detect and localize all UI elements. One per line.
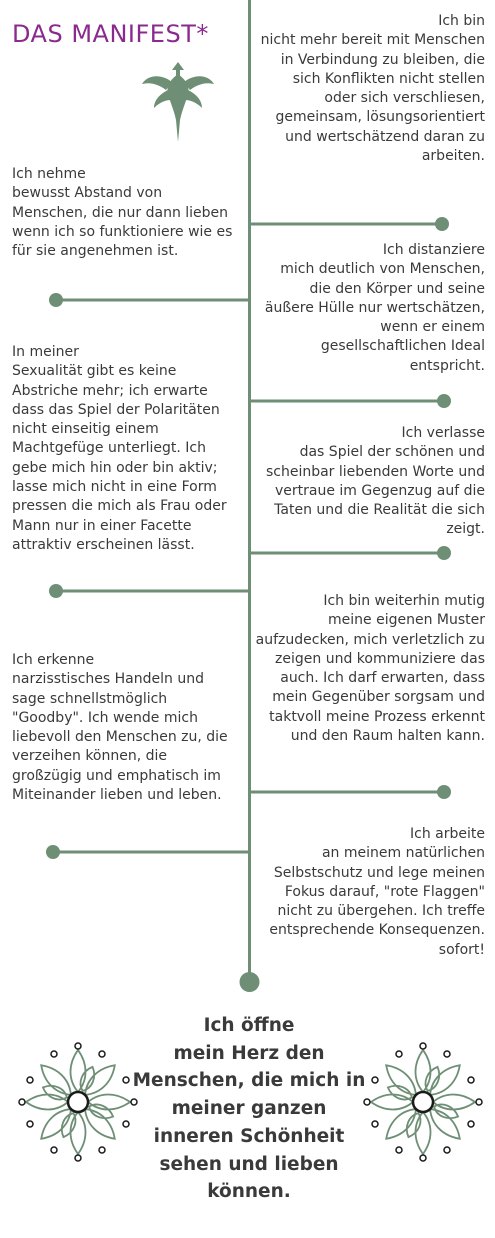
statement-left-2: In meiner Sexualität gibt es keine Abstriche mehr; ich erwarte dass das Spiel der Polaritäten nicht einseitig einem Machtgefüge unterliegt. Ich gebe mich hin oder bin aktiv; lasse mich nicht in eine Form pressen die mich als Frau oder Mann nur in einer Facette attraktiv erscheinen lässt. <box>12 344 227 553</box>
timeline-dot <box>49 584 63 598</box>
statement-right-3: Ich verlasse das Spiel der schönen und scheinbar liebenden Worte und vertraue im Gegenzug auf die Taten und die Realität die sich zeigt. <box>265 425 485 538</box>
timeline-dot <box>437 785 451 799</box>
timeline-end-dot <box>240 972 260 992</box>
statement-right-1: Ich bin nicht mehr bereit mit Menschen in Verbindung zu bleiben, die sich Konflikten nicht stellen oder sich verschliesen, gemeinsam, lösungsorientiert und wertschätzend daran zu arbeiten. <box>260 13 485 165</box>
timeline-dot <box>49 293 63 307</box>
page-title: DAS MANIFEST* <box>12 20 209 48</box>
timeline-dot <box>46 845 60 859</box>
lotus-mandala-icon <box>363 1042 483 1162</box>
statement-right-5: Ich arbeite an meinem natürlichen Selbstschutz und lege meinen Fokus darauf, "rote Flaggen" nicht zu übergehen. Ich treffe entsprechende Konsequenzen. sofort! <box>269 826 485 958</box>
timeline-dot <box>437 394 451 408</box>
timeline-dot <box>437 546 451 560</box>
statement-left-1: Ich nehme bewusst Abstand von Menschen, die nur dann lieben wenn ich so funktioniere wie es für sie angenehmen ist. <box>12 166 233 260</box>
statement-right-2: Ich distanziere mich deutlich von Menschen, die den Körper und seine äußere Hülle nur wertschätzen, wenn er einem gesellschaftlichen Ideal entspricht. <box>264 242 485 374</box>
timeline-dot <box>435 217 449 231</box>
closing-statement: Ich öffne mein Herz den Menschen, die mich in meiner ganzen inneren Schönheit sehen und lieben können. <box>132 1015 366 1203</box>
statement-left-3: Ich erkenne narzisstisches Handeln und sage schnellstmöglich "Goodby". Ich wende mich liebevoll den Menschen zu, die verzeihen können, die großzügig und emphatisch im Miteinander lieben und leben. <box>12 652 228 804</box>
lotus-mandala-icon <box>18 1042 138 1162</box>
statement-right-4: Ich bin weiterhin mutig meine eigenen Muster aufzudecken, mich verletzlich zu zeigen und kommuniziere das auch. Ich darf erwarten, dass mein Gegenüber sorgsam und taktvoll meine Prozess erkennt und den Raum halten kann. <box>255 593 485 745</box>
